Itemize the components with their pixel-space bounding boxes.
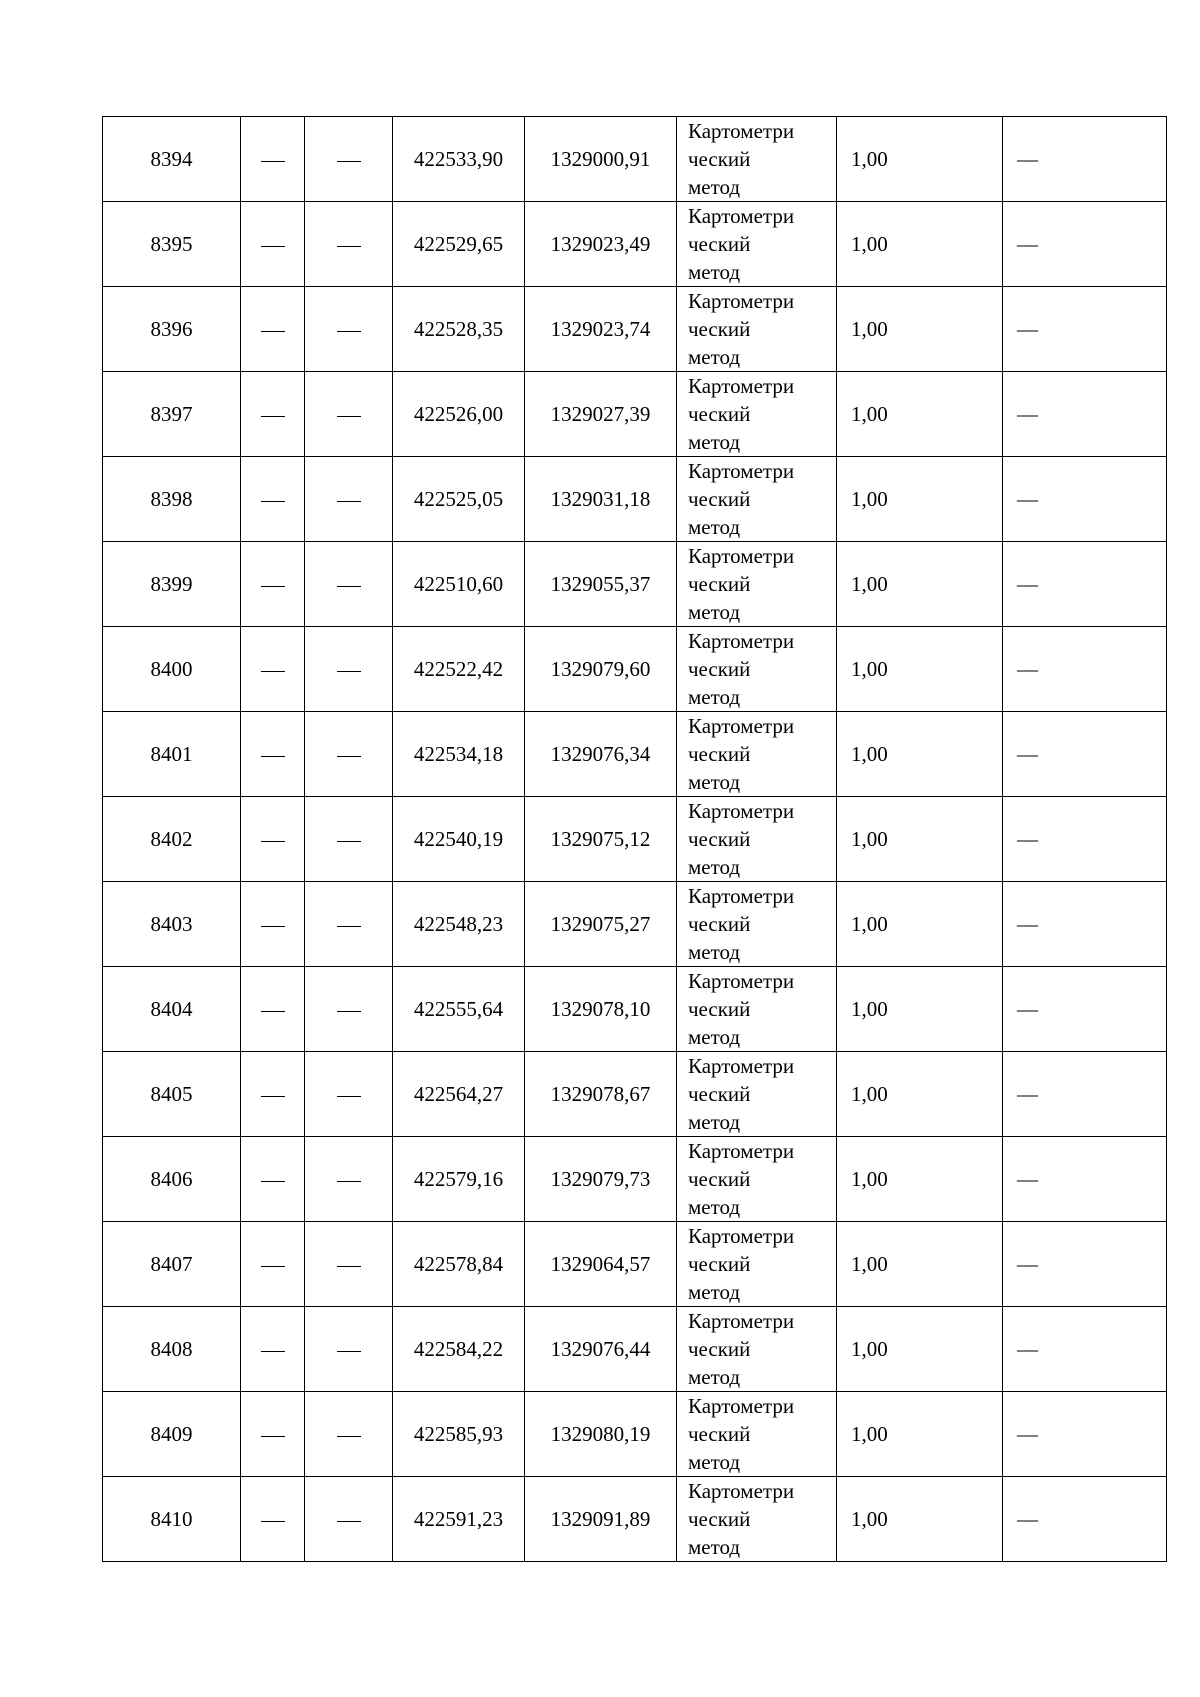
y-coordinate-cell: 1329064,57	[525, 1222, 677, 1307]
method-text-line: метод	[688, 1365, 741, 1389]
dash-mark: —	[1017, 1507, 1038, 1531]
method-text-line: метод	[688, 1450, 741, 1474]
y-coordinate-cell: 1329076,34	[525, 712, 677, 797]
dash-mark	[261, 416, 285, 417]
empty-value-cell	[241, 202, 305, 287]
empty-value-cell	[305, 1137, 393, 1222]
accuracy-cell: 1,00	[837, 882, 1003, 967]
empty-value-cell	[241, 627, 305, 712]
empty-value-cell	[241, 712, 305, 797]
empty-value-cell	[241, 542, 305, 627]
accuracy-cell: 1,00	[837, 1307, 1003, 1392]
accuracy-cell: 1,00	[837, 457, 1003, 542]
empty-value-cell	[241, 882, 305, 967]
dash-mark: —	[1017, 1167, 1038, 1191]
empty-value-cell	[305, 287, 393, 372]
empty-value-cell	[305, 542, 393, 627]
method-cell	[677, 202, 837, 287]
empty-value-cell	[1003, 797, 1167, 882]
empty-value-cell	[305, 372, 393, 457]
empty-value-cell	[1003, 967, 1167, 1052]
dash-mark	[337, 756, 361, 757]
dash-mark: —	[1017, 1252, 1038, 1276]
point-number-cell: 8405	[103, 1052, 241, 1137]
x-coordinate-cell: 422529,65	[393, 202, 525, 287]
x-coordinate-cell: 422585,93	[393, 1392, 525, 1477]
dash-mark	[337, 671, 361, 672]
dash-mark	[261, 331, 285, 332]
dash-mark	[261, 1266, 285, 1267]
accuracy-cell: 1,00	[837, 117, 1003, 202]
accuracy-cell: 1,00	[837, 1392, 1003, 1477]
point-number-cell: 8394	[103, 117, 241, 202]
method-cell	[677, 457, 837, 542]
table-row	[103, 1052, 1167, 1137]
accuracy-cell: 1,00	[837, 542, 1003, 627]
y-coordinate-cell: 1329027,39	[525, 372, 677, 457]
dash-mark	[261, 1436, 285, 1437]
dash-mark	[261, 1181, 285, 1182]
dash-mark	[337, 501, 361, 502]
coordinates-table	[102, 116, 1167, 1562]
empty-value-cell	[1003, 627, 1167, 712]
dash-mark	[261, 926, 285, 927]
method-text-line: Картометри	[688, 969, 795, 993]
dash-mark: —	[1017, 402, 1038, 426]
table-row	[103, 712, 1167, 797]
table-row	[103, 1137, 1167, 1222]
empty-value-cell	[1003, 287, 1167, 372]
x-coordinate-cell: 422533,90	[393, 117, 525, 202]
empty-value-cell	[241, 287, 305, 372]
dash-mark	[337, 926, 361, 927]
method-text-line: ческий	[688, 1422, 751, 1446]
empty-value-cell	[241, 1052, 305, 1137]
point-number-cell: 8406	[103, 1137, 241, 1222]
empty-value-cell	[1003, 882, 1167, 967]
empty-value-cell	[305, 712, 393, 797]
method-text-line: ческий	[688, 1337, 751, 1361]
method-text-line: ческий	[688, 147, 751, 171]
point-number-cell: 8404	[103, 967, 241, 1052]
empty-value-cell	[1003, 712, 1167, 797]
method-text-line: Картометри	[688, 799, 795, 823]
dash-mark	[337, 416, 361, 417]
y-coordinate-cell: 1329023,49	[525, 202, 677, 287]
method-cell	[677, 1137, 837, 1222]
point-number-cell: 8396	[103, 287, 241, 372]
x-coordinate-cell: 422584,22	[393, 1307, 525, 1392]
empty-value-cell	[241, 967, 305, 1052]
method-text-line: метод	[688, 1110, 741, 1134]
y-coordinate-cell: 1329091,89	[525, 1477, 677, 1562]
empty-value-cell	[241, 797, 305, 882]
table-row	[103, 542, 1167, 627]
method-text-line: Картометри	[688, 1309, 795, 1333]
table-row	[103, 627, 1167, 712]
method-text-line: Картометри	[688, 1139, 795, 1163]
x-coordinate-cell: 422555,64	[393, 967, 525, 1052]
empty-value-cell	[305, 1052, 393, 1137]
method-text-line: Картометри	[688, 374, 795, 398]
method-cell	[677, 967, 837, 1052]
method-cell	[677, 627, 837, 712]
method-text-line: метод	[688, 1195, 741, 1219]
method-text-line: метод	[688, 345, 741, 369]
accuracy-cell: 1,00	[837, 627, 1003, 712]
point-number-cell: 8401	[103, 712, 241, 797]
dash-mark: —	[1017, 997, 1038, 1021]
dash-mark	[261, 246, 285, 247]
point-number-cell: 8397	[103, 372, 241, 457]
method-text-line: Картометри	[688, 1054, 795, 1078]
method-text-line: ческий	[688, 487, 751, 511]
table-row	[103, 1307, 1167, 1392]
table-row	[103, 117, 1167, 202]
dash-mark	[261, 671, 285, 672]
accuracy-cell: 1,00	[837, 287, 1003, 372]
method-text-line: ческий	[688, 657, 751, 681]
accuracy-cell: 1,00	[837, 967, 1003, 1052]
accuracy-cell: 1,00	[837, 1137, 1003, 1222]
dash-mark	[261, 501, 285, 502]
table-row	[103, 797, 1167, 882]
empty-value-cell	[305, 1307, 393, 1392]
x-coordinate-cell: 422591,23	[393, 1477, 525, 1562]
dash-mark	[261, 756, 285, 757]
method-text-line: Картометри	[688, 459, 795, 483]
method-text-line: ческий	[688, 1507, 751, 1531]
empty-value-cell	[1003, 1392, 1167, 1477]
dash-mark: —	[1017, 147, 1038, 171]
y-coordinate-cell: 1329079,73	[525, 1137, 677, 1222]
empty-value-cell	[1003, 1222, 1167, 1307]
x-coordinate-cell: 422548,23	[393, 882, 525, 967]
method-text-line: метод	[688, 770, 741, 794]
dash-mark: —	[1017, 1082, 1038, 1106]
method-text-line: Картометри	[688, 289, 795, 313]
method-cell	[677, 372, 837, 457]
dash-mark	[261, 1096, 285, 1097]
point-number-cell: 8409	[103, 1392, 241, 1477]
dash-mark	[337, 1266, 361, 1267]
method-cell	[677, 1052, 837, 1137]
dash-mark	[261, 1011, 285, 1012]
dash-mark	[337, 586, 361, 587]
x-coordinate-cell: 422525,05	[393, 457, 525, 542]
point-number-cell: 8395	[103, 202, 241, 287]
accuracy-cell: 1,00	[837, 712, 1003, 797]
point-number-cell: 8403	[103, 882, 241, 967]
method-cell	[677, 712, 837, 797]
y-coordinate-cell: 1329079,60	[525, 627, 677, 712]
dash-mark	[337, 1096, 361, 1097]
method-text-line: Картометри	[688, 204, 795, 228]
table-row	[103, 882, 1167, 967]
accuracy-cell: 1,00	[837, 202, 1003, 287]
empty-value-cell	[241, 1477, 305, 1562]
dash-mark: —	[1017, 657, 1038, 681]
point-number-cell: 8398	[103, 457, 241, 542]
y-coordinate-cell: 1329075,27	[525, 882, 677, 967]
method-text-line: ческий	[688, 827, 751, 851]
dash-mark	[261, 1521, 285, 1522]
dash-mark: —	[1017, 317, 1038, 341]
method-text-line: ческий	[688, 912, 751, 936]
method-text-line: метод	[688, 515, 741, 539]
dash-mark: —	[1017, 572, 1038, 596]
empty-value-cell	[305, 627, 393, 712]
empty-value-cell	[241, 372, 305, 457]
dash-mark: —	[1017, 827, 1038, 851]
y-coordinate-cell: 1329076,44	[525, 1307, 677, 1392]
empty-value-cell	[1003, 457, 1167, 542]
x-coordinate-cell: 422522,42	[393, 627, 525, 712]
dash-mark	[261, 841, 285, 842]
method-text-line: метод	[688, 430, 741, 454]
point-number-cell: 8402	[103, 797, 241, 882]
point-number-cell: 8407	[103, 1222, 241, 1307]
dash-mark	[261, 161, 285, 162]
table-row	[103, 457, 1167, 542]
empty-value-cell	[241, 457, 305, 542]
method-cell	[677, 797, 837, 882]
point-number-cell: 8410	[103, 1477, 241, 1562]
y-coordinate-cell: 1329080,19	[525, 1392, 677, 1477]
accuracy-cell: 1,00	[837, 372, 1003, 457]
accuracy-cell: 1,00	[837, 1477, 1003, 1562]
dash-mark: —	[1017, 232, 1038, 256]
table-row	[103, 372, 1167, 457]
x-coordinate-cell: 422528,35	[393, 287, 525, 372]
x-coordinate-cell: 422534,18	[393, 712, 525, 797]
empty-value-cell	[1003, 372, 1167, 457]
empty-value-cell	[305, 967, 393, 1052]
dash-mark: —	[1017, 912, 1038, 936]
method-cell	[677, 1307, 837, 1392]
method-cell	[677, 287, 837, 372]
dash-mark	[261, 586, 285, 587]
dash-mark: —	[1017, 487, 1038, 511]
method-text-line: Картометри	[688, 629, 795, 653]
dash-mark	[337, 1436, 361, 1437]
method-text-line: ческий	[688, 1082, 751, 1106]
empty-value-cell	[305, 882, 393, 967]
method-text-line: ческий	[688, 742, 751, 766]
point-number-cell: 8408	[103, 1307, 241, 1392]
empty-value-cell	[1003, 1307, 1167, 1392]
dash-mark	[337, 841, 361, 842]
empty-value-cell	[305, 797, 393, 882]
method-text-line: Картометри	[688, 544, 795, 568]
y-coordinate-cell: 1329078,10	[525, 967, 677, 1052]
empty-value-cell	[1003, 1052, 1167, 1137]
dash-mark	[337, 331, 361, 332]
method-text-line: метод	[688, 175, 741, 199]
dash-mark	[337, 246, 361, 247]
method-text-line: метод	[688, 1280, 741, 1304]
method-text-line: метод	[688, 1025, 741, 1049]
method-text-line: метод	[688, 685, 741, 709]
accuracy-cell: 1,00	[837, 1222, 1003, 1307]
accuracy-cell: 1,00	[837, 797, 1003, 882]
method-cell	[677, 882, 837, 967]
x-coordinate-cell: 422578,84	[393, 1222, 525, 1307]
empty-value-cell	[241, 1392, 305, 1477]
method-text-line: Картометри	[688, 884, 795, 908]
method-text-line: ческий	[688, 317, 751, 341]
empty-value-cell	[241, 1222, 305, 1307]
dash-mark: —	[1017, 1422, 1038, 1446]
dash-mark	[337, 1011, 361, 1012]
method-text-line: ческий	[688, 1252, 751, 1276]
dash-mark: —	[1017, 742, 1038, 766]
method-text-line: ческий	[688, 1167, 751, 1191]
dash-mark	[337, 1181, 361, 1182]
method-cell	[677, 1477, 837, 1562]
empty-value-cell	[305, 117, 393, 202]
x-coordinate-cell: 422510,60	[393, 542, 525, 627]
table-body	[103, 117, 1167, 1562]
dash-mark	[337, 1521, 361, 1522]
x-coordinate-cell: 422526,00	[393, 372, 525, 457]
table-row	[103, 1392, 1167, 1477]
empty-value-cell	[1003, 1137, 1167, 1222]
table-row	[103, 1477, 1167, 1562]
x-coordinate-cell: 422564,27	[393, 1052, 525, 1137]
empty-value-cell	[241, 1137, 305, 1222]
method-text-line: ческий	[688, 232, 751, 256]
empty-value-cell	[1003, 117, 1167, 202]
method-text-line: ческий	[688, 572, 751, 596]
empty-value-cell	[305, 457, 393, 542]
method-text-line: метод	[688, 1535, 741, 1559]
empty-value-cell	[305, 1392, 393, 1477]
empty-value-cell	[305, 1477, 393, 1562]
method-text-line: Картометри	[688, 1479, 795, 1503]
y-coordinate-cell: 1329023,74	[525, 287, 677, 372]
method-text-line: метод	[688, 600, 741, 624]
empty-value-cell	[1003, 1477, 1167, 1562]
method-text-line: метод	[688, 260, 741, 284]
dash-mark: —	[1017, 1337, 1038, 1361]
method-text-line: метод	[688, 940, 741, 964]
method-text-line: метод	[688, 855, 741, 879]
empty-value-cell	[241, 117, 305, 202]
x-coordinate-cell: 422540,19	[393, 797, 525, 882]
empty-value-cell	[1003, 202, 1167, 287]
method-text-line: ческий	[688, 997, 751, 1021]
method-cell	[677, 1222, 837, 1307]
method-cell	[677, 117, 837, 202]
table-row	[103, 202, 1167, 287]
y-coordinate-cell: 1329055,37	[525, 542, 677, 627]
empty-value-cell	[1003, 542, 1167, 627]
method-text-line: Картометри	[688, 1224, 795, 1248]
y-coordinate-cell: 1329000,91	[525, 117, 677, 202]
accuracy-cell: 1,00	[837, 1052, 1003, 1137]
dash-mark	[261, 1351, 285, 1352]
table-row	[103, 1222, 1167, 1307]
method-text-line: Картометри	[688, 714, 795, 738]
y-coordinate-cell: 1329078,67	[525, 1052, 677, 1137]
point-number-cell: 8399	[103, 542, 241, 627]
point-number-cell: 8400	[103, 627, 241, 712]
empty-value-cell	[241, 1307, 305, 1392]
method-text-line: ческий	[688, 402, 751, 426]
table-row	[103, 967, 1167, 1052]
method-cell	[677, 1392, 837, 1477]
empty-value-cell	[305, 202, 393, 287]
dash-mark	[337, 1351, 361, 1352]
method-cell	[677, 542, 837, 627]
y-coordinate-cell: 1329075,12	[525, 797, 677, 882]
y-coordinate-cell: 1329031,18	[525, 457, 677, 542]
x-coordinate-cell: 422579,16	[393, 1137, 525, 1222]
method-text-line: Картометри	[688, 119, 795, 143]
empty-value-cell	[305, 1222, 393, 1307]
dash-mark	[337, 161, 361, 162]
method-text-line: Картометри	[688, 1394, 795, 1418]
table-row	[103, 287, 1167, 372]
